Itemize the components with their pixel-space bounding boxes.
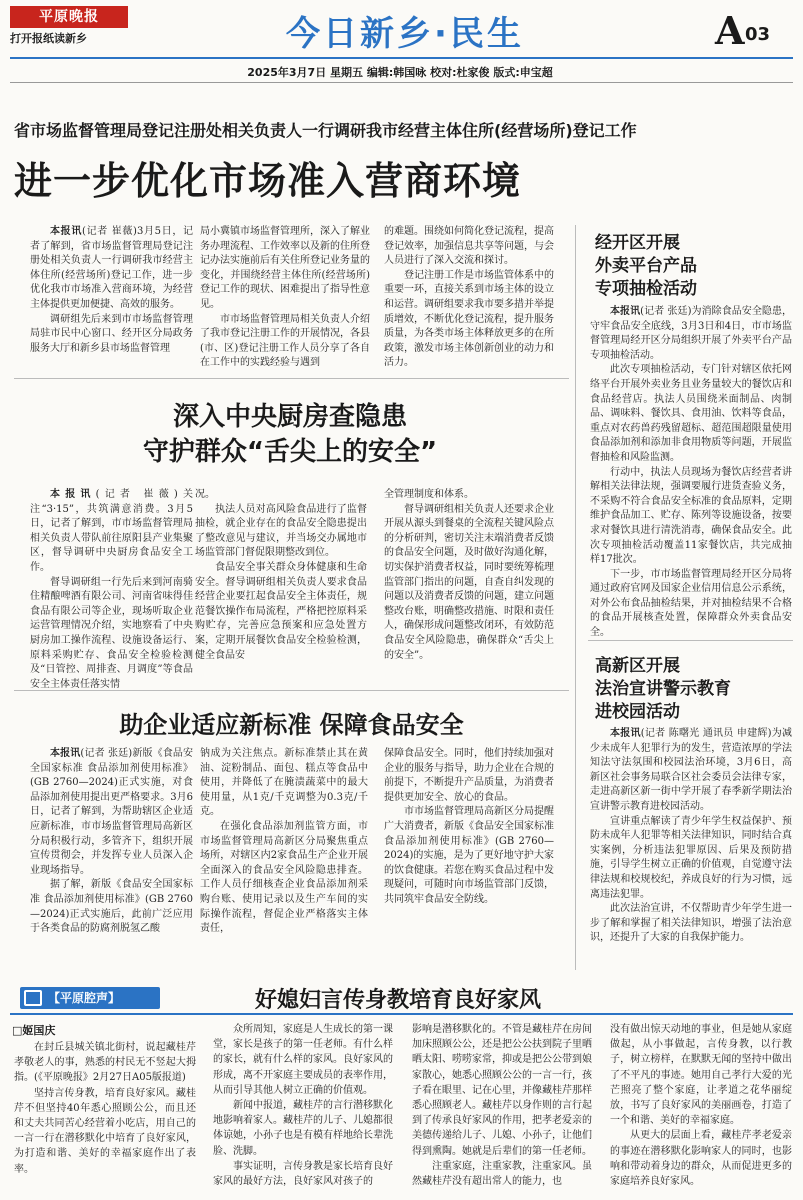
opinion-author: □姬国庆 [12, 1024, 56, 1037]
kitchen-col3-para1: 全管理制度和体系。 [384, 489, 474, 500]
opinion-col2-para2: 新闻中报道，藏桂芹的言行潜移默化地影响着家人。藏桂芹的儿子、儿媳都很体谅她，小孙子也是有模有样地给长辈洗脸、洗脚。 [213, 1100, 393, 1157]
page-number: 03 [745, 24, 771, 45]
side1-headline: 经开区开展 外卖平台产品 专项抽检活动 [595, 233, 697, 299]
byline-reporter: (记者 张廷) [640, 306, 692, 317]
opinion-col1-para2: 坚持言传身教，培育良好家风。藏桂芹不但坚持40年悉心照顾公公，而且还和丈夫共同苦心经营着小吃店，用自己的一言一行在潜移默化中培育了良好家风，为打造和谐、美好的幸福家庭作出了表率。 [14, 1087, 196, 1175]
byline-dateline: 本报讯 [50, 748, 81, 759]
lead-headline: 进一步优化市场准入营商环境 [14, 159, 522, 203]
standard-column-2 [200, 747, 368, 952]
standard-col3-para1: 保障食品安全。同时，他们持续加强对企业的服务与指导，助力企业在合规的前提下，不断提升产品质量，为消费者提供更加安全、放心的食品。 [384, 748, 554, 803]
page-letter: A [715, 8, 745, 53]
standard-col2-para2: 在强化食品添加剂监管方面，市市场监督管理局高新区分局聚焦重点场所，对辖区内2家食品生产企业开展全面深入的食品安全风险隐患排查。工作人员仔细核查企业食品添加剂采购台账、使用记录以及生产车间的实际操作流程，督促企业严格落实主体责任， [200, 820, 368, 935]
opinion-column-4 [610, 1022, 792, 1196]
lead-column-2 [200, 225, 370, 371]
opinion-col4-para2: 从更大的层面上看，藏桂芹孝老爱亲的事迹在潜移默化影响家人的同时，也影响和带动着身边的群众，从而促进更多的家庭培养良好家风。 [610, 1130, 792, 1188]
lead-col3-para1: 的难题。围绕如何简化登记流程，提高登记效率，加强信息共享等问题，与会人员进行了深入交流和探讨。 [384, 226, 554, 267]
byline-dateline: 本报讯 [50, 226, 82, 237]
lead-column-3 [384, 225, 554, 371]
section-divider [14, 690, 569, 691]
opinion-column-2 [213, 1022, 393, 1196]
byline-dateline: 本报讯 [610, 306, 641, 317]
masthead-slogan: 打开报纸读新乡 [10, 32, 87, 45]
side1-para4: 下一步，市市场监督管理局经开区分局将通过政府官网及国家企业信用信息公示系统，对外公布食品抽检结果，并对抽检结果不合格的食品开展核查处置，保障群众外卖食品安全。 [590, 568, 792, 639]
standard-headline: 助企业适应新标准 保障食品安全 [119, 711, 464, 739]
side2-para2: 宣讲重点解读了青少年学生权益保护、预防未成年人犯罪等相关法律知识，同时结合真实案例，分析违法犯罪原因、后果及预防措施，引导学生树立正确的价值观，自觉遵守法律法规和校规校纪，养成良好的行为习惯，远离违法犯罪。 [590, 815, 792, 900]
side2-headline: 高新区开展 法治宣讲警示教育 进校园活动 [595, 656, 731, 722]
byline-reporter: (记者 张廷) [80, 748, 133, 759]
section-divider [588, 640, 793, 641]
kitchen-col2-para3: 食品安全事关群众身体健康和生命安全。督导调研组相关负责人要求食品经营企业要扛起食品安全主体责任，规范餐饮操作布局流程，严格把控原料采购贮存，完善应急预案和应急处置方案，定期开展餐饮食品安全检验检测，健全食品安 [195, 561, 367, 661]
standard-col1-para2: 据了解，新版《食品安全国家标准 食品添加剂使用标准》(GB 2760—2024)正式实施后，此前广泛应用于各类食品的防腐剂脱氢乙酸 [30, 879, 193, 935]
lead-col2-para2: 市市场监督管理局相关负责人介绍了我市登记注册工作的开展情况，各县(市、区)登记注册工作人员分享了各自在工作中的实践经验与遇到 [200, 313, 370, 369]
opinion-column-3 [412, 1022, 592, 1196]
standard-col3-para2: 市市场监督管理局高新区分局提醒广大消费者，新版《食品安全国家标准 食品添加剂使用标准》(GB 2760—2024)的实施，是为了更好地守护大家的饮食健康。若您在购买食品过程中发现疑问，可随时向市场监管部门反馈，共同筑牢食品安全防线。 [384, 806, 554, 905]
kitchen-col2-para2: 执法人员对高风险食品进行了监督抽检，就企业存在的食品安全隐患提出了整改意见与建议，并当场交办属地市场监管部门督促限期整改到位。 [195, 503, 367, 559]
opinion-column-1 [14, 1040, 196, 1196]
side2-para3: 此次法治宣讲，不仅帮助青少年学生进一步了解和掌握了相关法律知识，增强了法治意识，还提升了大家的自我保护能力。 [590, 903, 792, 944]
kitchen-col1-para2: 督导调研组一行先后来到河南骑住精酿啤酒有限公司、河南省味得佳食品有限公司等企业，现场听取企业运营管理情况介绍，实地察看了中央厨房加工操作流程、设施设备运行、原料采购贮存、食品安全检验检测及“日管控、周排查、月调度”等食品安全主体责任落实情 [30, 576, 193, 690]
lead-col1-para2: 调研组先后来到市市场监督管理局驻市民中心窗口、经开区分局政务服务大厅和新乡县市场监督管理 [30, 313, 193, 354]
kitchen-col1-para1: 关注“3·15”，共筑满意消费。3月5日，记者了解到，市市场监督管理局相关负责人带队前往原阳县产业集聚区，督导调研中央厨房食品安全工作。 [30, 489, 194, 573]
side1-para3: 行动中，执法人员现场为餐饮店经营者讲解相关法律法规，强调要履行进货查验义务，不采购不符合食品安全标准的食品原料，定期维护食品加工、贮存、陈列等设施设备，按要求对餐饮具进行清洗消毒，确保食品安全。此次专项抽检活动覆盖11家餐饮店，共完成抽样17批次。 [590, 466, 792, 566]
opinion-col3-para1: 影响是潜移默化的。不管是藏桂芹在房间加床照顾公公，还是把公公扶到院子里晒晒太阳、唠唠家常，抑或是把公公带到娘家散心，她悉心照顾公公的一言一行，孩子看在眼里、记在心里，并像藏桂芹那样悉心照顾老人。藏桂芹以身作则的言行起到了传承良好家风的作用，把孝老爱亲的美德传递给儿子、儿媳、小孙子，让他们得到熏陶。她就是后辈们的第一任老师。 [412, 1024, 592, 1157]
column-divider [575, 225, 576, 970]
opinion-rule [10, 1013, 793, 1015]
newspaper-logo: 平原晚报 [10, 6, 128, 28]
side2-column [590, 727, 792, 952]
opinion-col4-para1: 没有做出惊天动地的事业，但是她从家庭做起，从小事做起，言传身教，以行教子，树立榜样，在默默无闻的坚持中做出了不平凡的事迹。她用自己孝行大爱的光芒照亮了整个家庭，让孝道之花华丽绽放，书写了良好家风的美丽画卷，打造了一个和谐、美好的幸福家庭。 [610, 1024, 792, 1127]
masthead-rule [10, 57, 793, 59]
lead-kicker: 省市场监督管理局登记注册处相关负责人一行调研我市经营主体住所(经营场所)登记工作 [14, 121, 637, 140]
opinion-section-label: 【平原腔声】 [20, 987, 160, 1009]
side1-para1: 为消除食品安全隐患，守牢食品安全底线，3月3日和4日，市市场监督管理局经开区分局组织开展了外卖平台产品专项抽检活动。 [590, 306, 793, 361]
side1-para2: 此次专项抽检活动，专门针对辖区依托网络平台开展外卖业务且业务量较大的餐饮店和食品经营店。执法人员围绕米面制品、肉制品、调味料、餐饮具、食用油、饮料等食品，重点对农药兽药残留超标、超范围超限量使用食品添加剂和添加非食用物质等问题，开展监督抽检和风险监测。 [590, 364, 792, 463]
standard-column-1 [30, 747, 193, 952]
standard-col1-para1: 新版《食品安全国家标准 食品添加剂使用标准》(GB 2760—2024)正式实施，对食品添加剂使用提出更严格要求。3月6日，记者了解到，为帮助辖区企业适应新标准，市市场监督管理局高新区分局积极行动，多管齐下，组织开展宣传贯彻会，并发挥专业人员深入企业现场指导。 [30, 748, 194, 876]
lead-col1-para1: 3月5日，记者了解到，省市场监督管理局登记注册处相关负责人一行调研我市经营主体住所(经营场所)登记工作，进一步优化我市市场准入营商环境，为经营主体提供更加便捷、高效的服务。 [30, 226, 194, 310]
kitchen-col2-para1: 况。 [195, 489, 215, 500]
dateline-rule [10, 82, 793, 83]
section-divider [14, 378, 569, 379]
byline-dateline: 本报讯 [610, 728, 641, 739]
standard-column-3 [384, 747, 554, 952]
book-icon [24, 990, 42, 1006]
opinion-col3-para2: 注重家庭，注重家教，注重家风。虽然藏桂芹没有超出常人的能力，也 [412, 1160, 592, 1188]
dateline: 2025年3月7日 星期五 编辑:韩国咏 校对:杜家俊 版式:申宝超 [247, 66, 553, 79]
kitchen-column-2 [195, 488, 367, 678]
kitchen-column-1 [30, 488, 194, 690]
kitchen-column-3 [384, 488, 554, 678]
lead-col2-para1: 局小冀镇市场监督管理所，深入了解业务办理流程、工作效率以及新的住所登记办法实施前后有关住所登记业务量的变化，并围绕经营主体住所(经营场所)登记工作的现状、困难提出了指导性意见。 [200, 226, 370, 310]
side1-column [590, 305, 793, 639]
kitchen-col3-para2: 督导调研组相关负责人还要求企业开展从源头到餐桌的全流程关键风险点的分析研判，密切关注末端消费者反馈的食品安全问题，及时做好沟通化解，切实保护消费者权益，同时要统筹梳理监管部门指出的问题，自查自纠发现的问题以及消费者反馈的问题，建立问题整改台账，明确整改措施、时限和责任人，确保形成问题整改闭环，有效防范食品安全风险隐患，确保群众“舌尖上的安全”。 [384, 503, 554, 661]
opinion-col2-para1: 众所周知，家庭是人生成长的第一课堂，家长是孩子的第一任老师。有什么样的家长，就有什么样的家风。良好家风的形成，离不开家庭主要成员的表率作用，从而引导其他人树立正确的价值观。 [213, 1024, 393, 1096]
byline-reporter: (记者 崔薇) [82, 226, 137, 237]
byline-dateline: 本报讯 [50, 489, 96, 500]
opinion-col1-para1: 在封丘县城关镇北街村，说起藏桂芹孝敬老人的事，熟悉的村民无不竖起大拇指。(《平原晚报》2月27日A05版报道) [14, 1042, 196, 1084]
side2-para1: 为减少未成年人犯罪行为的发生，营造浓厚的学法知法守法氛围和校园法治环境，3月6日，高新区社会事务局联合区社会委员会法律专家，走进高新区新一街中学开展了春季新学期法治宣讲警示教育进校园活动。 [590, 728, 793, 812]
byline-reporter: (记者 崔薇) [95, 489, 178, 500]
lead-col3-para2: 登记注册工作是市场监管体系中的重要一环，直接关系到市场主体的设立和运营。调研组要求我市要多措并举提质增效，不断优化登记流程，提升服务质量，为各类市场主体释放更多的在所政策，激发市场主体创新创业的动力和活力。 [384, 269, 554, 369]
byline-reporter: (记者 陈曙光 通讯员 申建辉) [640, 728, 772, 739]
page-section-title: 今日新乡·民生 [286, 14, 524, 54]
opinion-col2-para3: 事实证明，言传身教是家长培育良好家风的最好方法，良好家风对孩子的 [213, 1160, 393, 1188]
standard-col2-para1: 钠成为关注焦点。新标准禁止其在黄油、淀粉制品、面包、糕点等食品中使用，并降低了在腌渍蔬菜中的最大使用量，从1克/千克调整为0.3克/千克。 [200, 748, 368, 818]
opinion-title: 好媳妇言传身教培育良好家风 [255, 987, 542, 1013]
kitchen-headline: 深入中央厨房查隐患 守护群众“舌尖上的安全” [142, 402, 438, 467]
lead-column-1 [30, 225, 193, 371]
